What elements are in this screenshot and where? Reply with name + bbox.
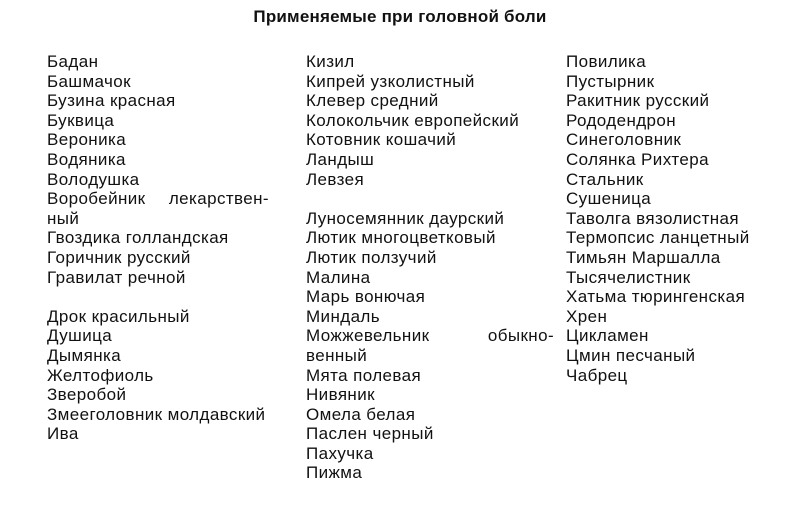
plant-name: Дрок красильный [47, 306, 190, 326]
plant-name: Зверобой [47, 385, 127, 405]
plant-name: Нивяник [306, 385, 375, 405]
plant-name: Тимьян Маршалла [566, 247, 721, 267]
plant-name: Хрен [566, 306, 608, 326]
plant-name: Дымянка [47, 345, 122, 365]
plant-name: Душица [47, 326, 113, 346]
plant-name: Сушеница [566, 189, 652, 209]
plant-name: Бузина красная [47, 91, 176, 111]
plant-name: Бадан [47, 52, 99, 71]
plant-name: Лютик многоцветковый [306, 228, 496, 248]
plant-name: Володушка [47, 169, 140, 189]
plant-name: Солянка Рихтера [566, 149, 709, 169]
plant-name: Таволга вязолистная [566, 208, 740, 228]
plant-name: Марь вонючая [306, 287, 426, 307]
plant-name: Синеголовник [566, 130, 682, 150]
plant-name: Цмин песчаный [566, 345, 696, 365]
plant-name: Мята полевая [306, 365, 422, 385]
plant-name: ный [47, 208, 80, 228]
plant-name: Термопсис ланцетный [566, 228, 750, 248]
section-gap [306, 189, 554, 209]
plant-name: Тысячелистник [566, 267, 691, 287]
plant-column-1 [47, 52, 269, 444]
plant-name: Чабрец [566, 365, 628, 385]
plant-name: Пахучка [306, 443, 374, 463]
plant-name: Левзея [306, 169, 365, 189]
plant-name: Рододендрон [566, 110, 677, 130]
page-title: Применяемые при головной боли [253, 7, 547, 26]
plant-name: Повилика [566, 52, 647, 71]
plant-name: Лютик ползучий [306, 247, 437, 267]
plant-name: Можжевельник обыкно- [306, 326, 554, 346]
plant-name: Миндаль [306, 306, 380, 326]
plant-name: Вероника [47, 130, 127, 150]
plant-name: Горичник русский [47, 247, 191, 267]
plant-name: Стальник [566, 169, 644, 189]
plant-name: Кипрей узколистный [306, 71, 475, 91]
plant-name: Омела белая [306, 404, 416, 424]
section-gap [47, 287, 269, 307]
plant-name: венный [306, 345, 368, 365]
plant-name: Пустырник [566, 71, 655, 91]
plant-name: Паслен черный [306, 424, 434, 444]
plant-name: Воробейник лекарствен- [47, 189, 269, 209]
plant-name: Котовник кошачий [306, 130, 457, 150]
plant-name: Цикламен [566, 326, 649, 346]
plant-name: Малина [306, 267, 371, 287]
plant-name: Водяника [47, 149, 126, 169]
plant-name: Башмачок [47, 71, 131, 91]
plant-name: Буквица [47, 110, 115, 130]
plant-name: Ракитник русский [566, 91, 710, 111]
plant-name: Змееголовник молдавский [47, 404, 266, 424]
plant-name: Гравилат речной [47, 267, 186, 287]
plant-name: Желтофиоль [47, 365, 154, 385]
plant-name: Пижма [306, 463, 363, 483]
plant-name: Колокольчик европейский [306, 110, 520, 130]
plant-name: Ива [47, 424, 79, 444]
plant-column-3 [566, 52, 788, 385]
plant-name: Ландыш [306, 149, 375, 169]
plant-name: Гвоздика голландская [47, 228, 229, 248]
plant-name: Клевер средний [306, 91, 439, 111]
plant-name: Луносемянник даурский [306, 208, 505, 228]
plant-name: Кизил [306, 52, 355, 71]
plant-name: Хатьма тюрингенская [566, 287, 746, 307]
plant-column-2 [306, 52, 554, 483]
